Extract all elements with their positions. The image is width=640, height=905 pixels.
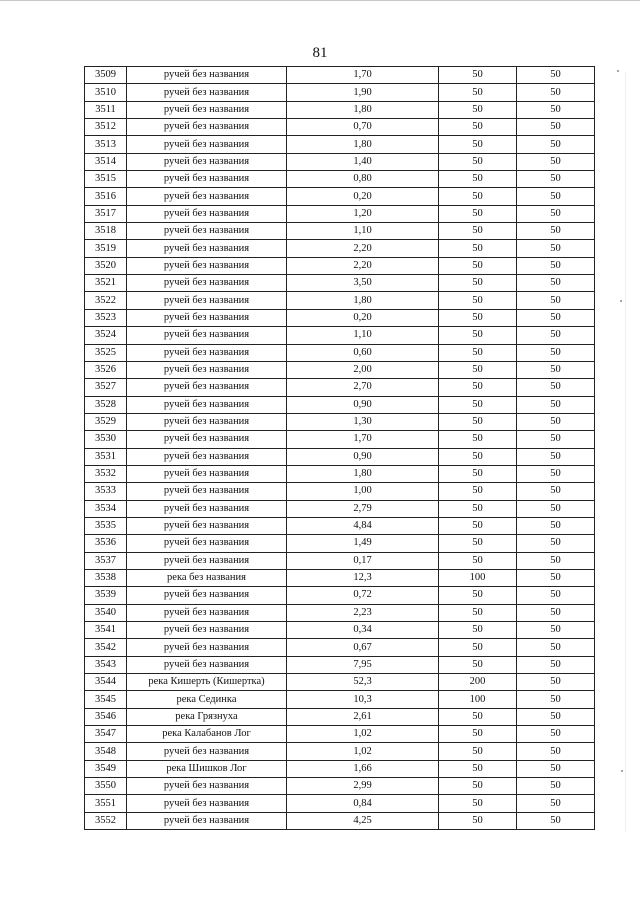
zone-cell: 100 [439,569,517,586]
zone-cell: 50 [439,361,517,378]
strip-cell: 50 [517,67,595,84]
length-cell: 1,70 [287,431,439,448]
name-cell: ручей без названия [127,622,287,639]
strip-cell: 50 [517,257,595,274]
row-number-cell: 3515 [85,171,127,188]
strip-cell: 50 [517,604,595,621]
table-row [85,483,595,500]
table-row [85,344,595,361]
length-cell: 1,80 [287,136,439,153]
row-number-cell: 3509 [85,67,127,84]
table-row [85,431,595,448]
zone-cell: 50 [439,795,517,812]
name-cell: река Кишерть (Кишертка) [127,674,287,691]
row-number-cell: 3514 [85,153,127,170]
strip-cell: 50 [517,726,595,743]
zone-cell: 50 [439,743,517,760]
row-number-cell: 3513 [85,136,127,153]
length-cell: 0,34 [287,622,439,639]
row-number-cell: 3532 [85,465,127,482]
length-cell: 7,95 [287,656,439,673]
row-number-cell: 3517 [85,205,127,222]
row-number-cell: 3535 [85,517,127,534]
table-row [85,119,595,136]
strip-cell: 50 [517,309,595,326]
row-number-cell: 3551 [85,795,127,812]
strip-cell: 50 [517,569,595,586]
row-number-cell: 3520 [85,257,127,274]
zone-cell: 50 [439,448,517,465]
row-number-cell: 3538 [85,569,127,586]
table-row [85,67,595,84]
name-cell: река Шишков Лог [127,760,287,777]
name-cell: ручей без названия [127,778,287,795]
zone-cell: 50 [439,622,517,639]
length-cell: 1,49 [287,535,439,552]
strip-cell: 50 [517,500,595,517]
row-number-cell: 3541 [85,622,127,639]
table-row [85,309,595,326]
zone-cell: 50 [439,188,517,205]
table-row [85,691,595,708]
table-row [85,413,595,430]
zone-cell: 50 [439,708,517,725]
table-row [85,726,595,743]
row-number-cell: 3525 [85,344,127,361]
name-cell: ручей без названия [127,292,287,309]
zone-cell: 50 [439,778,517,795]
strip-cell: 50 [517,119,595,136]
table-row [85,84,595,101]
table-row [85,188,595,205]
strip-cell: 50 [517,361,595,378]
zone-cell: 50 [439,726,517,743]
length-cell: 2,20 [287,240,439,257]
name-cell: ручей без названия [127,153,287,170]
length-cell: 1,90 [287,84,439,101]
length-cell: 0,90 [287,448,439,465]
zone-cell: 50 [439,292,517,309]
row-number-cell: 3522 [85,292,127,309]
strip-cell: 50 [517,691,595,708]
table-row [85,396,595,413]
zone-cell: 50 [439,760,517,777]
row-number-cell: 3544 [85,674,127,691]
row-number-cell: 3510 [85,84,127,101]
row-number-cell: 3528 [85,396,127,413]
strip-cell: 50 [517,205,595,222]
row-number-cell: 3542 [85,639,127,656]
length-cell: 1,30 [287,413,439,430]
row-number-cell: 3550 [85,778,127,795]
strip-cell: 50 [517,483,595,500]
table-row [85,674,595,691]
zone-cell: 50 [439,327,517,344]
length-cell: 1,20 [287,205,439,222]
scan-speck [621,770,623,772]
zone-cell: 50 [439,223,517,240]
strip-cell: 50 [517,812,595,829]
table-row [85,552,595,569]
zone-cell: 50 [439,309,517,326]
name-cell: ручей без названия [127,171,287,188]
length-cell: 0,20 [287,188,439,205]
strip-cell: 50 [517,656,595,673]
name-cell: ручей без названия [127,327,287,344]
row-number-cell: 3545 [85,691,127,708]
name-cell: ручей без названия [127,309,287,326]
strip-cell: 50 [517,413,595,430]
length-cell: 1,70 [287,67,439,84]
table-row [85,760,595,777]
row-number-cell: 3533 [85,483,127,500]
table-row [85,171,595,188]
length-cell: 1,00 [287,483,439,500]
table-body [85,67,595,830]
length-cell: 0,84 [287,795,439,812]
zone-cell: 50 [439,153,517,170]
row-number-cell: 3539 [85,587,127,604]
name-cell: ручей без названия [127,812,287,829]
name-cell: ручей без названия [127,119,287,136]
length-cell: 1,02 [287,743,439,760]
strip-cell: 50 [517,552,595,569]
length-cell: 0,72 [287,587,439,604]
zone-cell: 50 [439,413,517,430]
name-cell: ручей без названия [127,275,287,292]
zone-cell: 50 [439,535,517,552]
name-cell: река без названия [127,569,287,586]
strip-cell: 50 [517,101,595,118]
zone-cell: 50 [439,136,517,153]
length-cell: 1,02 [287,726,439,743]
name-cell: ручей без названия [127,431,287,448]
table-row [85,205,595,222]
zone-cell: 50 [439,275,517,292]
name-cell: ручей без названия [127,136,287,153]
length-cell: 12,3 [287,569,439,586]
zone-cell: 50 [439,604,517,621]
row-number-cell: 3511 [85,101,127,118]
length-cell: 2,00 [287,361,439,378]
table-row [85,795,595,812]
length-cell: 1,80 [287,465,439,482]
table-row [85,240,595,257]
zone-cell: 50 [439,119,517,136]
table-row [85,275,595,292]
strip-cell: 50 [517,587,595,604]
water-bodies-table [84,66,595,830]
strip-cell: 50 [517,344,595,361]
table-row [85,708,595,725]
table-row [85,517,595,534]
strip-cell: 50 [517,379,595,396]
zone-cell: 50 [439,240,517,257]
strip-cell: 50 [517,275,595,292]
strip-cell: 50 [517,743,595,760]
strip-cell: 50 [517,153,595,170]
row-number-cell: 3523 [85,309,127,326]
row-number-cell: 3526 [85,361,127,378]
strip-cell: 50 [517,674,595,691]
table-row [85,465,595,482]
name-cell: ручей без названия [127,483,287,500]
row-number-cell: 3546 [85,708,127,725]
row-number-cell: 3547 [85,726,127,743]
strip-cell: 50 [517,292,595,309]
length-cell: 1,10 [287,327,439,344]
table-row [85,500,595,517]
strip-cell: 50 [517,708,595,725]
scan-right-edge [625,72,626,832]
zone-cell: 50 [439,483,517,500]
length-cell: 2,20 [287,257,439,274]
length-cell: 4,84 [287,517,439,534]
table-row [85,379,595,396]
zone-cell: 50 [439,500,517,517]
row-number-cell: 3543 [85,656,127,673]
zone-cell: 50 [439,587,517,604]
page-number: 81 [312,45,328,61]
name-cell: ручей без названия [127,587,287,604]
name-cell: ручей без названия [127,500,287,517]
row-number-cell: 3552 [85,812,127,829]
length-cell: 0,67 [287,639,439,656]
length-cell: 1,80 [287,292,439,309]
strip-cell: 50 [517,622,595,639]
row-number-cell: 3536 [85,535,127,552]
zone-cell: 50 [439,656,517,673]
table-row [85,448,595,465]
zone-cell: 50 [439,379,517,396]
strip-cell: 50 [517,639,595,656]
zone-cell: 50 [439,639,517,656]
row-number-cell: 3512 [85,119,127,136]
name-cell: ручей без названия [127,448,287,465]
strip-cell: 50 [517,136,595,153]
name-cell: ручей без названия [127,465,287,482]
name-cell: ручей без названия [127,223,287,240]
row-number-cell: 3524 [85,327,127,344]
zone-cell: 50 [439,257,517,274]
length-cell: 0,90 [287,396,439,413]
length-cell: 0,70 [287,119,439,136]
row-number-cell: 3529 [85,413,127,430]
scan-top-edge [0,0,640,1]
strip-cell: 50 [517,535,595,552]
table-row [85,361,595,378]
row-number-cell: 3530 [85,431,127,448]
zone-cell: 50 [439,67,517,84]
row-number-cell: 3548 [85,743,127,760]
strip-cell: 50 [517,760,595,777]
strip-cell: 50 [517,431,595,448]
table-row [85,223,595,240]
table-row [85,622,595,639]
zone-cell: 50 [439,101,517,118]
row-number-cell: 3516 [85,188,127,205]
name-cell: река Калабанов Лог [127,726,287,743]
row-number-cell: 3537 [85,552,127,569]
length-cell: 2,79 [287,500,439,517]
length-cell: 4,25 [287,812,439,829]
table-row [85,101,595,118]
name-cell: река Сединка [127,691,287,708]
scan-speck [617,70,619,72]
row-number-cell: 3518 [85,223,127,240]
strip-cell: 50 [517,778,595,795]
zone-cell: 50 [439,344,517,361]
strip-cell: 50 [517,465,595,482]
table-row [85,569,595,586]
strip-cell: 50 [517,396,595,413]
name-cell: ручей без названия [127,379,287,396]
name-cell: ручей без названия [127,67,287,84]
table-row [85,292,595,309]
row-number-cell: 3527 [85,379,127,396]
table-row [85,656,595,673]
strip-cell: 50 [517,171,595,188]
zone-cell: 50 [439,84,517,101]
name-cell: ручей без названия [127,396,287,413]
length-cell: 1,10 [287,223,439,240]
row-number-cell: 3549 [85,760,127,777]
length-cell: 0,80 [287,171,439,188]
name-cell: ручей без названия [127,413,287,430]
zone-cell: 100 [439,691,517,708]
zone-cell: 50 [439,171,517,188]
row-number-cell: 3531 [85,448,127,465]
name-cell: ручей без названия [127,257,287,274]
zone-cell: 50 [439,431,517,448]
name-cell: ручей без названия [127,517,287,534]
strip-cell: 50 [517,327,595,344]
table-row [85,153,595,170]
length-cell: 2,23 [287,604,439,621]
zone-cell: 50 [439,205,517,222]
length-cell: 2,99 [287,778,439,795]
name-cell: ручей без названия [127,361,287,378]
table-row [85,812,595,829]
name-cell: ручей без названия [127,84,287,101]
length-cell: 0,17 [287,552,439,569]
name-cell: ручей без названия [127,795,287,812]
length-cell: 2,70 [287,379,439,396]
length-cell: 10,3 [287,691,439,708]
strip-cell: 50 [517,240,595,257]
zone-cell: 50 [439,396,517,413]
length-cell: 1,80 [287,101,439,118]
name-cell: ручей без названия [127,535,287,552]
name-cell: ручей без названия [127,344,287,361]
table-row [85,604,595,621]
length-cell: 2,61 [287,708,439,725]
table-row [85,587,595,604]
row-number-cell: 3540 [85,604,127,621]
table-row [85,639,595,656]
name-cell: ручей без названия [127,188,287,205]
zone-cell: 200 [439,674,517,691]
name-cell: ручей без названия [127,656,287,673]
row-number-cell: 3521 [85,275,127,292]
strip-cell: 50 [517,795,595,812]
length-cell: 52,3 [287,674,439,691]
row-number-cell: 3534 [85,500,127,517]
length-cell: 1,66 [287,760,439,777]
name-cell: ручей без названия [127,743,287,760]
row-number-cell: 3519 [85,240,127,257]
name-cell: ручей без названия [127,205,287,222]
length-cell: 1,40 [287,153,439,170]
name-cell: ручей без названия [127,101,287,118]
name-cell: река Грязнуха [127,708,287,725]
name-cell: ручей без названия [127,604,287,621]
length-cell: 0,20 [287,309,439,326]
strip-cell: 50 [517,517,595,534]
table-row [85,136,595,153]
strip-cell: 50 [517,188,595,205]
zone-cell: 50 [439,552,517,569]
table-row [85,743,595,760]
name-cell: ручей без названия [127,552,287,569]
table-row [85,535,595,552]
name-cell: ручей без названия [127,240,287,257]
zone-cell: 50 [439,517,517,534]
zone-cell: 50 [439,465,517,482]
strip-cell: 50 [517,448,595,465]
length-cell: 3,50 [287,275,439,292]
table-row [85,327,595,344]
table-row [85,778,595,795]
zone-cell: 50 [439,812,517,829]
scan-speck [620,300,622,302]
strip-cell: 50 [517,223,595,240]
length-cell: 0,60 [287,344,439,361]
strip-cell: 50 [517,84,595,101]
name-cell: ручей без названия [127,639,287,656]
table-row [85,257,595,274]
